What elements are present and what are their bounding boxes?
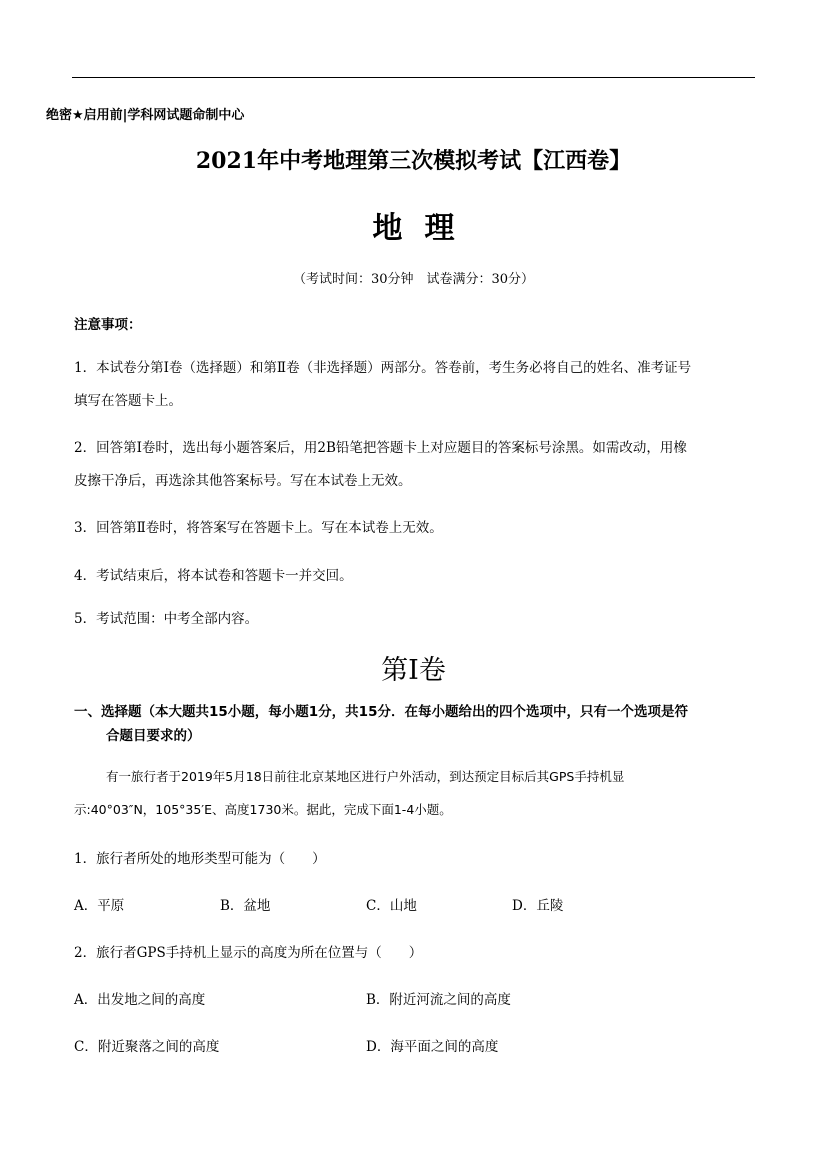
- option-d: D．丘陵: [512, 898, 564, 914]
- option-d: D．海平面之间的高度: [366, 1039, 499, 1055]
- note-line: 5．考试范围：中考全部内容。: [74, 611, 259, 627]
- subject-title: 地理: [372, 211, 477, 246]
- material-text: 有一旅行者于2019年5月18日前往北京某地区进行户外活动，到达预定目标后其GPS手持机显: [106, 769, 625, 784]
- exam-title: 2021年中考地理第三次模拟考试【江西卷】: [195, 148, 632, 174]
- option-a: A．出发地之间的高度: [74, 992, 206, 1008]
- option-a: A．平原: [74, 898, 125, 914]
- exam-info: （考试时间：30分钟 试卷满分：30分）: [292, 272, 535, 287]
- note-line: 3．回答第Ⅱ卷时，将答案写在答题卡上。写在本试卷上无效。: [74, 520, 443, 536]
- note-line: 4．考试结束后，将本试卷和答题卡一并交回。: [74, 568, 353, 584]
- option-b: B．盆地: [220, 898, 271, 914]
- note-line: 2．回答第Ⅰ卷时，选出每小题答案后，用2B铅笔把答题卡上对应题目的答案标号涂黑。如需改动，用橡: [74, 440, 687, 456]
- question-stem: 1．旅行者所处的地形类型可能为（ ）: [74, 851, 326, 867]
- header-rule: [72, 77, 755, 78]
- notes-heading: 注意事项：: [74, 317, 142, 333]
- confidential-label: 绝密★启用前|学科网试题命制中心: [46, 108, 245, 123]
- option-c: C．附近聚落之间的高度: [74, 1039, 220, 1055]
- option-b: B．附近河流之间的高度: [366, 992, 511, 1008]
- volume-title: 第Ⅰ卷: [381, 655, 446, 686]
- section-heading-cont: 合题目要求的）: [106, 728, 201, 744]
- note-line: 1．本试卷分第Ⅰ卷（选择题）和第Ⅱ卷（非选择题）两部分。答卷前，考生务必将自己的姓名、准考证号: [74, 360, 692, 376]
- material-text: 示:40°03″N，105°35′E、高度1730米。据此，完成下面1-4小题。: [74, 802, 452, 817]
- note-line: 填写在答题卡上。: [74, 393, 182, 409]
- section-heading: 一、选择题（本大题共15小题，每小题1分，共15分．在每小题给出的四个选项中，只有一个选项是符: [74, 704, 688, 720]
- note-line: 皮擦干净后，再选涂其他答案标号。写在本试卷上无效。: [74, 473, 412, 489]
- question-stem: 2．旅行者GPS手持机上显示的高度为所在位置与（ ）: [74, 945, 423, 961]
- option-c: C．山地: [366, 898, 417, 914]
